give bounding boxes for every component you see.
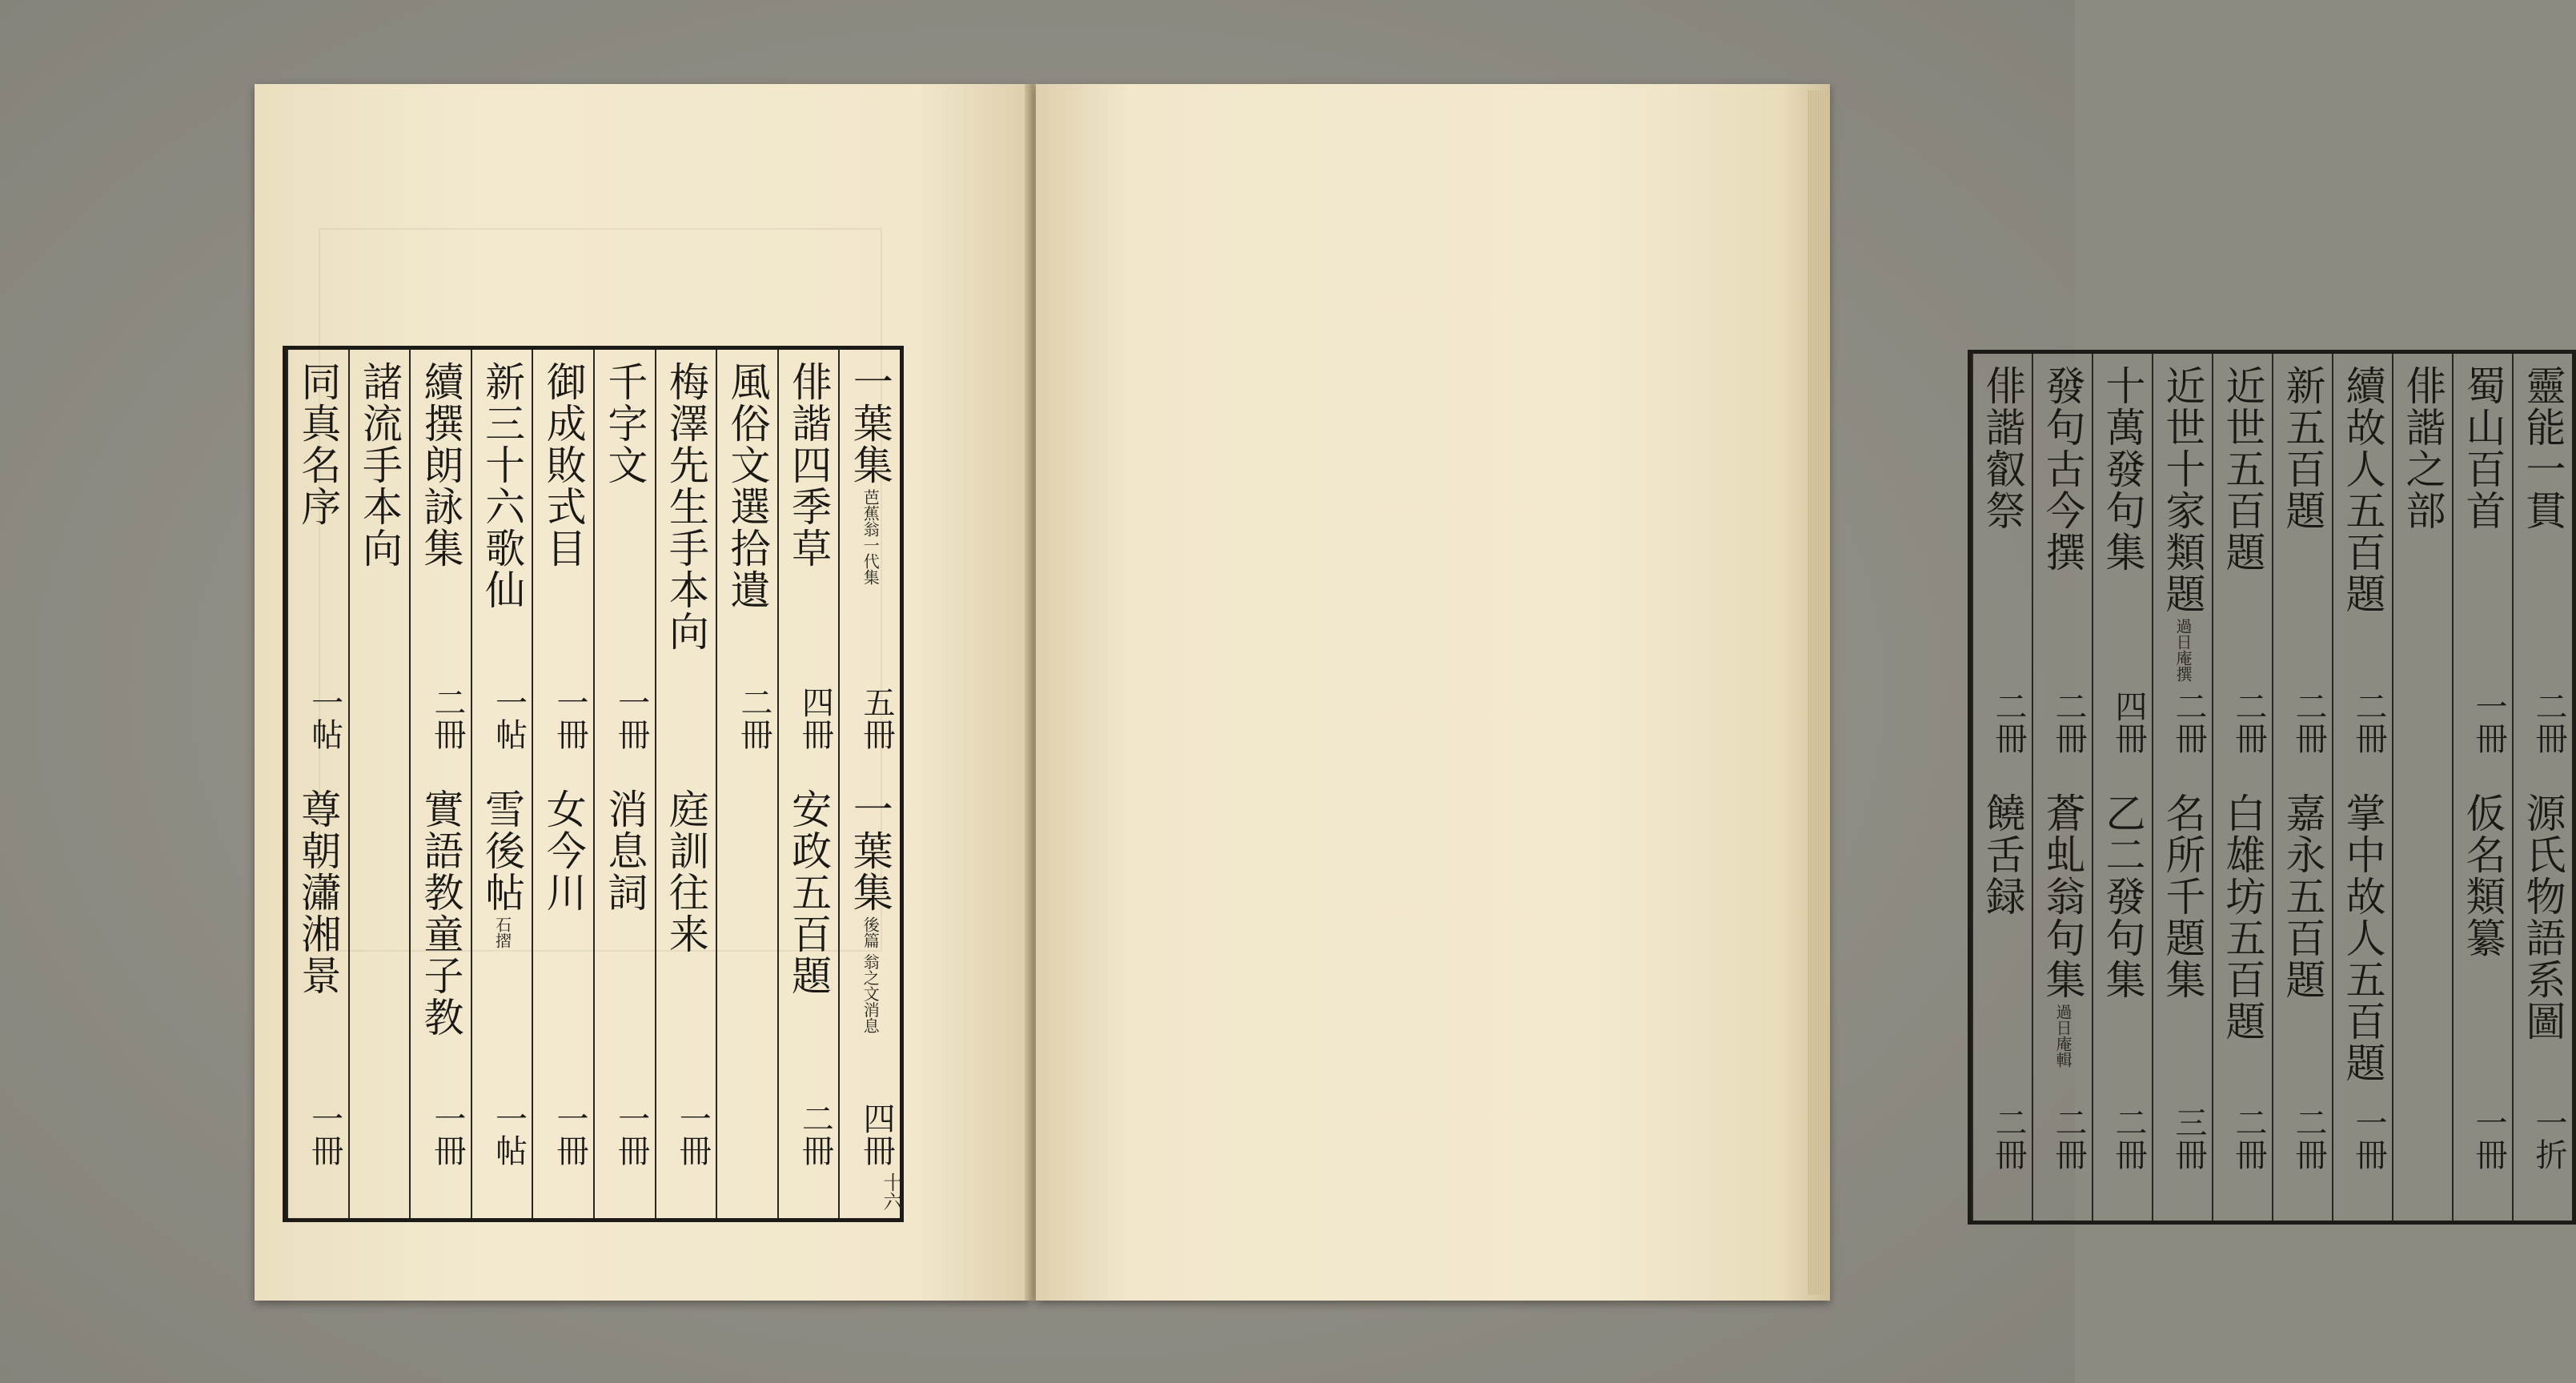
catalog-entry: [717, 361, 777, 614]
catalog-entry: [411, 361, 471, 572]
volume-count: [595, 1102, 655, 1166]
volume-count-text: 二冊: [735, 686, 772, 750]
catalog-entry: [2153, 792, 2212, 1004]
catalog-entry: [350, 788, 410, 792]
catalog-entry: [779, 361, 839, 572]
entry-title: 蜀山百首: [2459, 365, 2506, 531]
catalog-entry: [2393, 792, 2452, 796]
catalog-entry: [288, 788, 348, 1000]
entry-title: 仮名類纂: [2459, 792, 2506, 959]
entry-title: 千字文: [601, 361, 648, 486]
catalog-column: [2032, 354, 2092, 1221]
volume-count: [2153, 690, 2212, 754]
entry-title: 庭訓往来: [662, 788, 709, 955]
volume-count-text: 二冊: [2110, 1106, 2147, 1170]
volume-count: [2514, 690, 2572, 754]
catalog-column: [838, 350, 900, 1218]
right-catalog-frame: [1968, 350, 2576, 1225]
volume-count-text: 五冊: [858, 686, 895, 750]
volume-count-text: 二冊: [2170, 690, 2207, 754]
volume-count-text: 一帖: [490, 686, 528, 750]
volume-count: [2093, 1106, 2152, 1170]
catalog-column: [2272, 354, 2332, 1221]
catalog-entry: [2333, 792, 2392, 1087]
entry-title: 新三十六歌仙: [479, 361, 526, 611]
entry-title: 一葉集: [846, 788, 893, 913]
volume-count: [717, 686, 777, 750]
lower-listing-item: [1983, 1216, 1984, 1217]
volume-count-text: 四冊: [858, 1102, 895, 1166]
volume-count: [1973, 690, 2032, 754]
catalog-column: [409, 350, 471, 1218]
catalog-column: [471, 350, 532, 1218]
volume-count-text: 二冊: [2290, 1106, 2327, 1170]
volume-count-text: 二冊: [1990, 1106, 2027, 1170]
entry-title: 十萬發句集: [2099, 365, 2146, 573]
catalog-entry: [656, 361, 716, 655]
lower-listing-item: [1984, 1216, 1985, 1217]
entry-title: 實語教童子教: [417, 788, 464, 1038]
catalog-entry: [656, 788, 716, 958]
volume-count: [288, 686, 348, 750]
catalog-entry: [840, 788, 900, 1033]
entry-title: 嘉永五百題: [2279, 792, 2326, 1000]
volume-count-text: 一冊: [2470, 1106, 2507, 1170]
volume-count: [472, 1102, 532, 1166]
volume-count: [595, 686, 655, 750]
page-folio: 十六: [880, 1173, 902, 1211]
catalog-column: [593, 350, 655, 1218]
volume-count: [2514, 1106, 2572, 1170]
entry-note: 石摺: [492, 916, 512, 948]
volume-count-text: 一冊: [428, 1102, 466, 1166]
lower-listing-item: [296, 1213, 297, 1214]
entry-title: 源氏物語系圖: [2519, 792, 2566, 1042]
catalog-column: [2392, 354, 2452, 1221]
entry-title: 消息詞: [601, 788, 648, 913]
entry-title: 諸流手本向: [355, 361, 403, 569]
catalog-entry: [1973, 792, 2032, 920]
catalog-entry: [595, 788, 655, 916]
catalog-column: [2512, 354, 2572, 1221]
lower-listing-item: [304, 1213, 305, 1214]
catalog-column: [532, 350, 593, 1218]
entry-title: 風俗文選拾遺: [724, 361, 771, 611]
volume-count: [840, 1102, 900, 1166]
entry-title: 俳諧叡祭: [1979, 365, 2026, 531]
entry-title: 靈能一貫: [2519, 365, 2566, 531]
volume-count-text: 一冊: [2470, 690, 2507, 754]
volume-count-text: 一冊: [306, 1102, 343, 1166]
catalog-entry: [2514, 792, 2572, 1045]
volume-count-text: 二冊: [1990, 690, 2027, 754]
entry-title: 梅澤先生手本向: [662, 361, 709, 652]
entry-title: 掌中故人五百題: [2339, 792, 2386, 1084]
catalog-entry: [2333, 365, 2392, 618]
volume-count: [533, 686, 593, 750]
catalog-entry: [2093, 792, 2152, 1004]
volume-count-text: 二冊: [2350, 690, 2387, 754]
catalog-entry: [350, 361, 410, 572]
volume-count-text: 一冊: [552, 1102, 589, 1166]
volume-count-text: 二冊: [2230, 1106, 2267, 1170]
catalog-entry: [2213, 792, 2272, 1045]
volume-count: [2093, 690, 2152, 754]
catalog-column: [777, 350, 839, 1218]
volume-count-text: 四冊: [796, 686, 834, 750]
lower-listing-item: [1981, 1216, 1982, 1217]
catalog-column: [655, 350, 716, 1218]
volume-count: [2213, 690, 2272, 754]
volume-count-text: 三冊: [2170, 1106, 2207, 1170]
catalog-entry: [2033, 792, 2092, 1068]
entry-title: 同真名序: [295, 361, 342, 527]
entry-title: 蒼虬翁句集: [2039, 792, 2086, 1000]
entry-title: 安政五百題: [785, 788, 833, 996]
catalog-entry: [2454, 792, 2512, 962]
catalog-entry: [411, 788, 471, 1041]
entry-title: 發句古今撰: [2039, 365, 2086, 573]
volume-count: [2213, 1106, 2272, 1170]
entry-title: 尊朝瀟湘景: [295, 788, 342, 996]
volume-count: [656, 1102, 716, 1166]
entry-title: 近世五百題: [2219, 365, 2266, 573]
right-page: [1036, 84, 2567, 1301]
volume-count: [2273, 1106, 2332, 1170]
entry-title: 俳諧之部: [2399, 365, 2446, 531]
volume-count-text: 一冊: [2350, 1106, 2387, 1170]
catalog-entry: [2454, 365, 2512, 535]
volume-count: [2033, 690, 2092, 754]
left-catalog-frame: [283, 346, 904, 1222]
catalog-entry: [2213, 365, 2272, 576]
lower-listing-item: [1989, 1216, 1990, 1217]
volume-count-text: 一帖: [490, 1102, 528, 1166]
catalog-column: [2332, 354, 2392, 1221]
catalog-column: [716, 350, 777, 1218]
catalog-entry: [472, 361, 532, 614]
catalog-column: [348, 350, 410, 1218]
page-stack-edge: [1808, 90, 1830, 1295]
entry-note: 芭蕉翁一代集: [861, 489, 881, 585]
catalog-entry: [2273, 792, 2332, 1004]
volume-count: [2273, 690, 2332, 754]
volume-count: [2033, 1106, 2092, 1170]
entry-title: 一葉集: [846, 361, 893, 486]
catalog-entry: [1973, 365, 2032, 535]
volume-count: [411, 1102, 471, 1166]
volume-count: [779, 1102, 839, 1166]
volume-count: [533, 1102, 593, 1166]
catalog-entry: [2514, 365, 2572, 535]
entry-title: 乙二發句集: [2099, 792, 2146, 1000]
lower-listing-item: [298, 1213, 299, 1214]
volume-count: [2454, 1106, 2512, 1170]
entry-title: 近世十家類題: [2159, 365, 2206, 615]
volume-count: [2333, 690, 2392, 754]
catalog-entry: [533, 788, 593, 916]
volume-count-text: 四冊: [2110, 690, 2147, 754]
volume-count-text: 二冊: [2530, 690, 2567, 754]
entry-note: 過日庵輯: [2053, 1004, 2072, 1068]
catalog-column: [2092, 354, 2152, 1221]
entry-note: 後篇 翁之文消息: [861, 916, 881, 1034]
volume-count-text: 一折: [2530, 1106, 2567, 1170]
entry-title: 饒舌録: [1979, 792, 2026, 917]
catalog-entry: [779, 788, 839, 1000]
lower-listing-item: [1986, 1216, 1987, 1217]
entry-title: 御成敗式目: [540, 361, 587, 569]
volume-count: [411, 686, 471, 750]
catalog-column: [2212, 354, 2272, 1221]
catalog-entry: [595, 361, 655, 489]
volume-count: [288, 1102, 348, 1166]
catalog-entry: [472, 788, 532, 948]
catalog-entry: [2093, 365, 2152, 576]
catalog-column: [2452, 354, 2512, 1221]
lower-listing-item: [1991, 1216, 1992, 1217]
catalog-entry: [2393, 365, 2452, 535]
entry-title: 白雄坊五百題: [2219, 792, 2266, 1042]
volume-count: [779, 686, 839, 750]
entry-title: 新五百題: [2279, 365, 2326, 531]
volume-count: [840, 686, 900, 750]
catalog-entry: [2033, 365, 2092, 576]
volume-count-text: 二冊: [2230, 690, 2267, 754]
volume-count-text: 一冊: [552, 686, 589, 750]
volume-count-text: 一冊: [612, 1102, 650, 1166]
catalog-entry: [2273, 365, 2332, 535]
entry-title: 續撰朗詠集: [417, 361, 464, 569]
catalog-entry: [288, 361, 348, 531]
entry-title: 雪後帖: [479, 788, 526, 913]
left-page: [255, 84, 1029, 1301]
volume-count: [472, 686, 532, 750]
volume-count-text: 二冊: [796, 1102, 834, 1166]
volume-count-text: 二冊: [2290, 690, 2327, 754]
catalog-entry: [717, 788, 777, 792]
volume-count-text: 二冊: [428, 686, 466, 750]
entry-title: 名所千題集: [2159, 792, 2206, 1000]
entry-title: 女今川: [540, 788, 587, 913]
volume-count-text: 一冊: [674, 1102, 712, 1166]
lower-listing-item: [301, 1213, 302, 1214]
catalog-column: [287, 350, 348, 1218]
catalog-column: [2152, 354, 2212, 1221]
entry-title: 俳諧四季草: [785, 361, 833, 569]
volume-count-text: 一帖: [306, 686, 343, 750]
lower-listing-item: [1992, 1216, 1993, 1217]
volume-count-text: 二冊: [2050, 690, 2087, 754]
catalog-column: [1972, 354, 2032, 1221]
catalog-entry: [533, 361, 593, 572]
entry-title: 續故人五百題: [2339, 365, 2386, 615]
open-book: [255, 84, 2567, 1301]
entry-note: 過日庵撰: [2173, 618, 2193, 682]
catalog-entry: [840, 361, 900, 585]
volume-count: [2153, 1106, 2212, 1170]
volume-count: [2333, 1106, 2392, 1170]
volume-count-text: 一冊: [612, 686, 650, 750]
volume-count: [1973, 1106, 2032, 1170]
volume-count-text: 二冊: [2050, 1106, 2087, 1170]
catalog-entry: [2153, 365, 2212, 682]
lower-listing-item: [299, 1213, 300, 1214]
volume-count: [2454, 690, 2512, 754]
